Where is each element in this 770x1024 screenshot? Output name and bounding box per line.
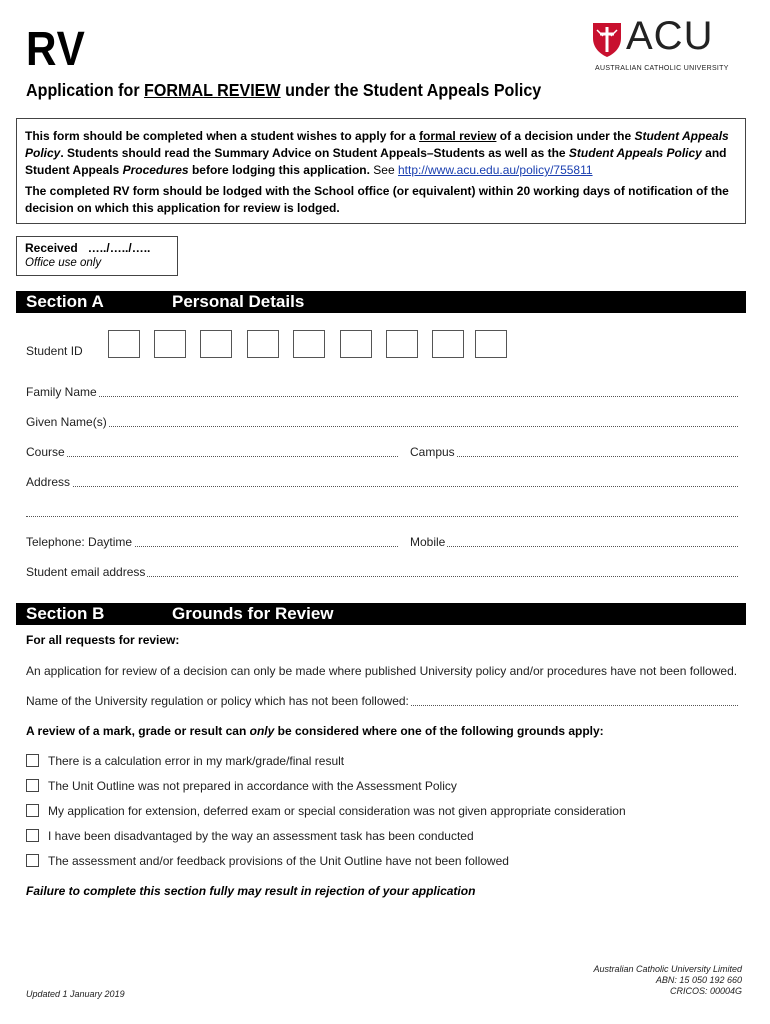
title-suffix: under the Student Appeals Policy <box>280 80 542 100</box>
ground-checkbox-5[interactable] <box>26 854 39 867</box>
student-id-box[interactable] <box>108 330 140 358</box>
received-box <box>16 236 178 276</box>
email-field[interactable] <box>26 565 738 581</box>
for-all-heading: For all requests for review: <box>26 633 180 647</box>
instructions-paragraph-1 <box>25 128 737 179</box>
student-id-box[interactable] <box>293 330 325 358</box>
form-code: RV <box>26 23 86 76</box>
telephone-field[interactable] <box>26 535 398 551</box>
received-line <box>25 241 169 256</box>
grounds-text: A review of a mark, grade or result can <box>26 724 250 738</box>
ground-checkbox-2[interactable] <box>26 779 39 792</box>
info-text: and Student Appeals <box>25 146 727 177</box>
title-prefix: Application for <box>26 80 145 100</box>
info-formal-review: formal review <box>419 129 497 143</box>
grounds-only: only <box>249 724 275 738</box>
received-label: Received <box>25 241 78 255</box>
acu-logo <box>592 14 738 74</box>
info-policy-name: Student Appeals Policy <box>568 146 702 160</box>
campus-field[interactable] <box>410 445 738 461</box>
student-id-box[interactable] <box>432 330 464 358</box>
office-use-note: Office use only <box>25 257 102 269</box>
info-text: . Students should read the Summary Advice on Student Appeals–Students as well as the <box>60 146 569 160</box>
course-field[interactable] <box>26 445 398 461</box>
address-field[interactable] <box>26 475 738 491</box>
instructions-paragraph-2: The completed RV form should be lodged with the School office (or equivalent) within 20 working days of notification of the decision on which this application for review is lodged. <box>25 184 729 215</box>
info-policy-name: Student Appeals Policy <box>25 129 729 160</box>
footer-cricos: CRICOS: 00004G <box>669 986 742 996</box>
logo-subtitle: AUSTRALIAN CATHOLIC UNIVERSITY <box>595 65 729 72</box>
footer-abn: ABN: 15 050 192 660 <box>655 975 742 985</box>
footer-org: Australian Catholic University Limited <box>593 964 742 974</box>
review-intro: An application for review of a decision can only be made where published University policy and/or procedures have not been followed. <box>26 664 738 678</box>
student-id-box[interactable] <box>154 330 186 358</box>
ground-checkbox-4[interactable] <box>26 829 39 842</box>
section-b-title: Grounds for Review <box>172 604 334 623</box>
grounds-heading <box>26 724 604 738</box>
footer-org-info <box>593 964 742 997</box>
info-see: See <box>369 163 398 177</box>
logo-wordmark: ACU <box>626 14 714 58</box>
ground-checkbox-3[interactable] <box>26 804 39 817</box>
warning-note: Failure to complete this section fully may result in rejection of your application <box>26 884 476 898</box>
footer-updated: Updated 1 January 2019 <box>26 989 125 999</box>
student-id-box[interactable] <box>340 330 372 358</box>
info-text: This form should be completed when a student wishes to apply for a <box>25 129 420 143</box>
ground-option-1: There is a calculation error in my mark/grade/final result <box>48 754 345 768</box>
regulation-field[interactable] <box>26 694 738 710</box>
info-text: before lodging this application. <box>188 163 370 177</box>
policy-link[interactable]: http://www.acu.edu.au/policy/755811 <box>397 163 593 177</box>
given-names-label: Given Name(s) <box>26 415 107 429</box>
ground-checkbox-1[interactable] <box>26 754 39 767</box>
student-id-label: Student ID <box>26 344 83 358</box>
ground-option-5: The assessment and/or feedback provisions of the Unit Outline have not been followed <box>48 854 509 868</box>
section-b-label: Section B <box>26 604 105 623</box>
section-a-title: Personal Details <box>172 292 305 311</box>
section-a-header <box>16 291 746 313</box>
instructions-box <box>16 118 746 224</box>
title-underlined: FORMAL REVIEW <box>144 80 281 100</box>
mobile-label: Mobile <box>410 535 446 549</box>
ground-option-3: My application for extension, deferred exam or special consideration was not given appropriate consideration <box>48 804 626 818</box>
section-b-header <box>16 603 746 625</box>
student-id-box[interactable] <box>475 330 507 358</box>
family-name-label: Family Name <box>26 385 97 399</box>
section-a-label: Section A <box>26 292 104 311</box>
address-label: Address <box>26 475 71 489</box>
family-name-field[interactable] <box>26 385 738 401</box>
info-text: of a decision under the <box>496 129 635 143</box>
received-date: …../…../….. <box>87 241 151 255</box>
shield-icon <box>592 22 622 58</box>
regulation-label: Name of the University regulation or policy which has not been followed: <box>26 694 409 708</box>
given-names-field[interactable] <box>26 415 738 431</box>
telephone-label: Telephone: Daytime <box>26 535 133 549</box>
grounds-text: be considered where one of the following grounds apply: <box>274 724 604 738</box>
email-label: Student email address <box>26 565 146 579</box>
student-id-box[interactable] <box>200 330 232 358</box>
student-id-box[interactable] <box>247 330 279 358</box>
student-id-box[interactable] <box>386 330 418 358</box>
campus-label: Campus <box>410 445 455 459</box>
address-line-2[interactable] <box>26 505 738 521</box>
page-title <box>26 80 541 101</box>
ground-option-2: The Unit Outline was not prepared in accordance with the Assessment Policy <box>48 779 457 793</box>
info-procedures: Procedures <box>122 163 189 177</box>
ground-option-4: I have been disadvantaged by the way an assessment task has been conducted <box>48 829 474 843</box>
course-label: Course <box>26 445 65 459</box>
mobile-field[interactable] <box>410 535 738 551</box>
